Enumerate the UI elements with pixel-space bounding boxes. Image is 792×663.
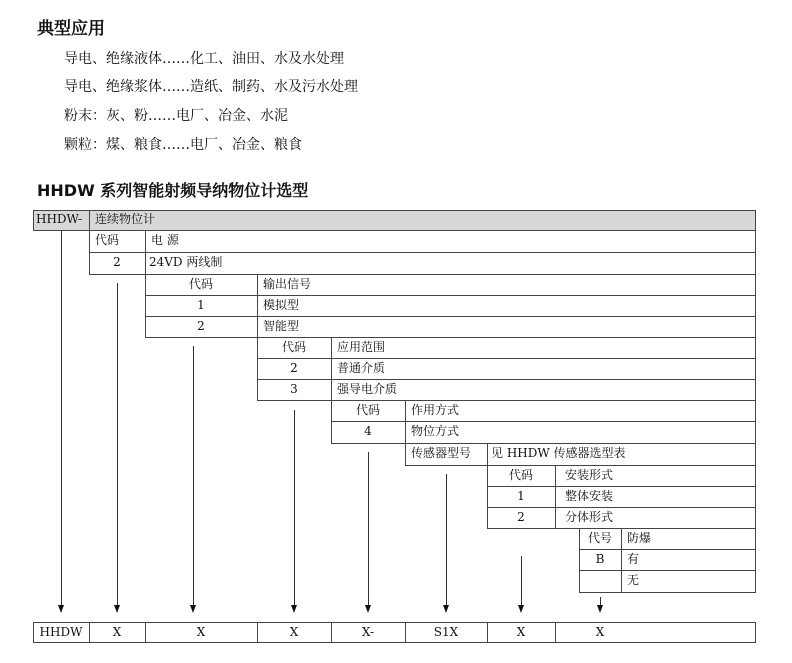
output-title: 输出信号 (263, 277, 312, 291)
install-desc: 分体形式 (565, 510, 614, 524)
range-desc: 普通介质 (337, 361, 386, 375)
connector-line (193, 346, 194, 607)
application-item: 导电、绝缘浆体……造纸、制药、水及污水处理 (64, 79, 358, 95)
install-code: 2 (517, 510, 525, 524)
power-desc: 24VD 两线制 (149, 255, 223, 269)
explosion-title: 防爆 (627, 531, 652, 545)
range-title: 应用范围 (337, 340, 386, 354)
range-code-label: 代码 (281, 340, 306, 354)
application-item: 导电、绝缘液体……化工、油田、水及水处理 (64, 51, 344, 67)
range-desc: 强导电介质 (337, 382, 398, 396)
application-item: 颗粒：煤、粮食……电厂、冶金、粮食 (64, 137, 302, 153)
range-code: 2 (290, 361, 298, 375)
sensor-desc: 见 HHDW 传感器选型表 (491, 446, 626, 460)
mode-desc: 物位方式 (411, 424, 460, 438)
model-code-part: HHDW (39, 625, 83, 639)
power-code-label: 代码 (95, 233, 120, 247)
install-code-label: 代码 (508, 468, 533, 482)
explosion-code-label: 代号 (587, 531, 612, 545)
model-code-part: X (196, 625, 206, 639)
output-desc: 智能型 (263, 319, 300, 333)
range-code: 3 (290, 382, 298, 396)
section-title-selection: HHDW 系列智能射频导纳物位计选型 (37, 181, 309, 200)
arrow-down-icon (518, 605, 524, 613)
model-code-part: S1X (433, 625, 459, 639)
sensor-label: 传感器型号 (411, 446, 472, 460)
power-code: 2 (113, 255, 121, 269)
arrow-down-icon (291, 605, 297, 613)
output-code-label: 代码 (188, 277, 213, 291)
power-title: 电 源 (151, 233, 179, 247)
install-title: 安装形式 (565, 468, 614, 482)
product-name: 连续物位计 (95, 212, 156, 226)
section-title-applications: 典型应用 (37, 19, 105, 39)
model-code-part: X (289, 625, 299, 639)
mode-code-label: 代码 (355, 403, 380, 417)
explosion-code: B (595, 552, 605, 566)
application-item: 粉末：灰、粉……电厂、冶金、水泥 (64, 108, 288, 124)
model-code-part: X (516, 625, 526, 639)
arrow-down-icon (365, 605, 371, 613)
install-code: 1 (517, 489, 525, 503)
model-code-part: X (112, 625, 122, 639)
arrow-down-icon (443, 605, 449, 613)
connector-line (117, 283, 118, 607)
arrow-down-icon (597, 605, 603, 613)
explosion-desc: 有 (627, 552, 640, 566)
arrow-down-icon (190, 605, 196, 613)
explosion-desc: 无 (627, 573, 640, 587)
install-desc: 整体安装 (565, 489, 614, 503)
connector-line (61, 231, 62, 607)
output-desc: 模拟型 (263, 298, 300, 312)
connector-line (446, 474, 447, 607)
model-code-part: X- (361, 625, 375, 639)
connector-line (368, 452, 369, 607)
mode-code: 4 (364, 424, 372, 438)
connector-line (521, 556, 522, 607)
arrow-down-icon (58, 605, 64, 613)
model-code-part: X (595, 625, 605, 639)
connector-line (294, 410, 295, 607)
arrow-down-icon (114, 605, 120, 613)
output-code: 1 (197, 298, 205, 312)
output-code: 2 (197, 319, 205, 333)
mode-title: 作用方式 (411, 403, 460, 417)
model-prefix: HHDW- (36, 212, 83, 226)
